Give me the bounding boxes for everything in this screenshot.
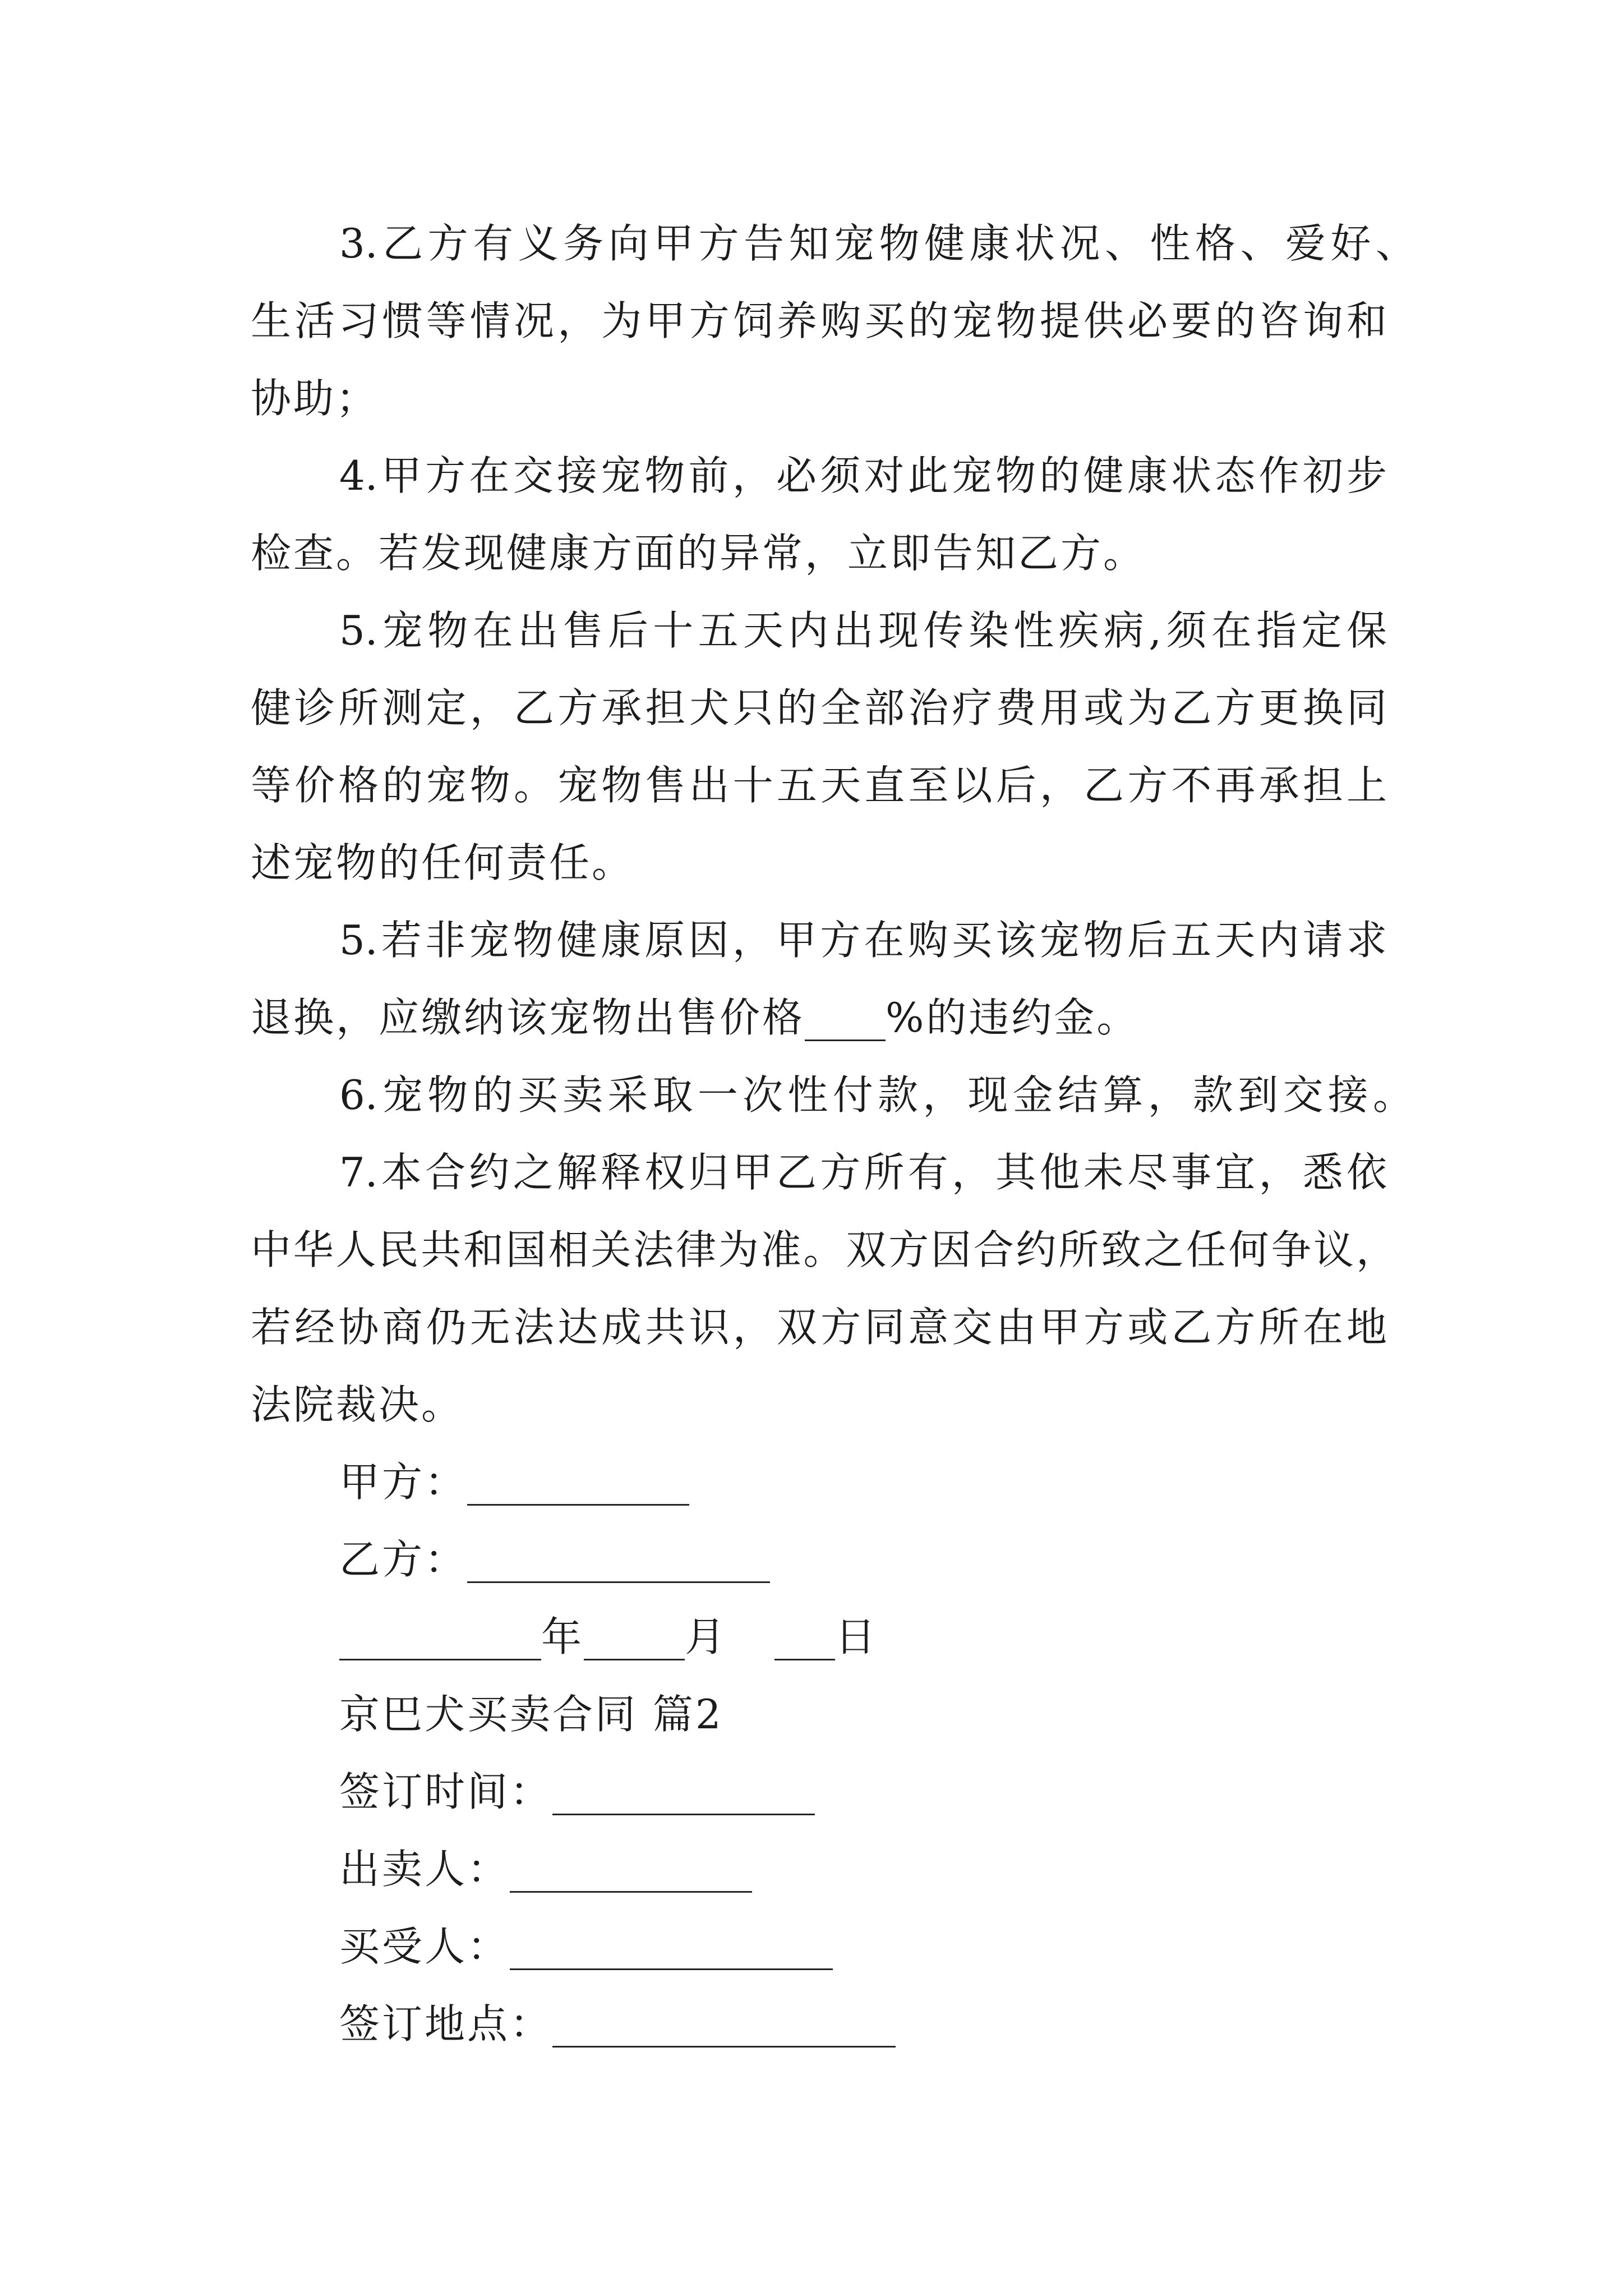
clause-line: 4.甲方在交接宠物前，必须对此宠物的健康状态作初步 — [339, 452, 1387, 499]
signing-time-label: 签订时间： — [339, 1768, 553, 1815]
signing-time-field — [339, 1753, 1623, 1830]
clause-7 — [0, 1134, 1623, 1443]
buyer-label: 买受人： — [339, 1923, 510, 1970]
month-label: 月 — [685, 1613, 728, 1660]
month-blank: _____ — [584, 1613, 685, 1660]
day-label: 日 — [835, 1613, 878, 1660]
signing-place-field — [339, 1985, 1623, 2063]
year-label: 年 — [541, 1613, 584, 1660]
clause-line: 健诊所测定，乙方承担犬只的全部治疗费用或为乙方更换同 — [251, 684, 1387, 731]
party-b-signature — [339, 1521, 1623, 1598]
seller-label: 出卖人： — [339, 1846, 510, 1893]
clause-5-return — [0, 901, 1623, 1056]
clause-line: 协助； — [251, 375, 379, 422]
buyer-blank: ________________ — [510, 1923, 833, 1970]
clause-5-health — [0, 592, 1623, 901]
seller-blank: ____________ — [510, 1846, 753, 1893]
clause-line: 5.若非宠物健康原因，甲方在购买该宠物后五天内请求 — [339, 917, 1387, 964]
penalty-line — [251, 979, 1623, 1056]
clause-4 — [0, 437, 1623, 592]
year-blank: __________ — [339, 1613, 541, 1660]
day-blank: ___ — [774, 1613, 836, 1660]
clause-line: 若经协商仍无法达成共识，双方同意交由甲方或乙方所在地 — [251, 1304, 1387, 1351]
clause-line: 生活习惯等情况，为甲方饲养购买的宠物提供必要的咨询和 — [251, 297, 1387, 344]
signing-time-blank: _____________ — [552, 1768, 815, 1815]
section-title: 京巴犬买卖合同 篇2 — [339, 1691, 723, 1738]
party-a-label: 甲方： — [339, 1458, 468, 1506]
clause-line: 法院裁决。 — [251, 1381, 464, 1428]
clause-line: 7.本合约之解释权归甲乙方所有，其他未尽事宜，悉依 — [339, 1149, 1387, 1196]
clause-line: 检查。若发现健康方面的异常，立即告知乙方。 — [251, 530, 1146, 577]
penalty-text-after: %的违约金。 — [886, 994, 1140, 1041]
penalty-percent-blank: ____ — [805, 994, 886, 1041]
clause-6 — [0, 1056, 1623, 1134]
clause-line: 等价格的宠物。宠物售出十五天直至以后，乙方不再承担上 — [251, 762, 1387, 809]
contract-section-2 — [0, 1676, 1623, 2063]
party-b-blank: _______________ — [467, 1536, 771, 1583]
party-a-blank: ___________ — [467, 1458, 690, 1506]
clause-line: 6.宠物的买卖采取一次性付款，现金结算，款到交接。 — [339, 1071, 1413, 1119]
clause-line: 述宠物的任何责任。 — [251, 839, 635, 886]
signature-block — [0, 1443, 1623, 1676]
clause-line: 5.宠物在出售后十五天内出现传染性疾病,须在指定保 — [339, 607, 1387, 654]
buyer-field — [339, 1908, 1623, 1985]
clause-line: 3.乙方有义务向甲方告知宠物健康状况、性格、爱好、 — [339, 220, 1416, 267]
date-line — [339, 1598, 1623, 1676]
signing-place-label: 签订地点： — [339, 2000, 553, 2047]
party-a-signature — [339, 1443, 1623, 1521]
party-b-label: 乙方： — [339, 1536, 468, 1583]
clause-line: 中华人民共和国相关法律为准。双方因合约所致之任何争议， — [251, 1226, 1396, 1273]
document-page — [0, 205, 1623, 2063]
signing-place-blank: _________________ — [552, 2000, 896, 2047]
seller-field — [339, 1830, 1623, 1908]
penalty-text-before: 退换，应缴纳该宠物出售价格 — [251, 994, 805, 1041]
clause-3 — [0, 205, 1623, 437]
